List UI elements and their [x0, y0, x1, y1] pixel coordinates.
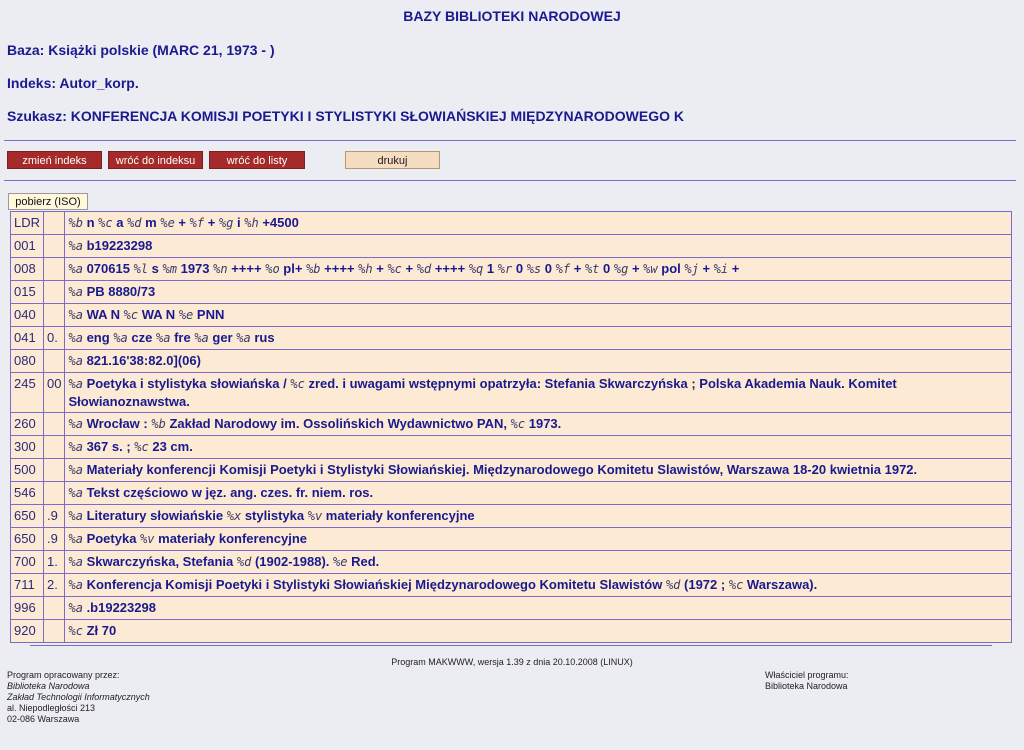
subfield-value: PNN	[196, 307, 225, 322]
divider	[4, 180, 1016, 181]
field-indicators: .9	[44, 505, 65, 528]
subfield-value: 1	[486, 261, 495, 276]
subfield-code: %a	[68, 509, 83, 523]
download-iso-button[interactable]: pobierz (ISO)	[8, 193, 88, 210]
subfield-value: stylistyka	[244, 508, 305, 523]
subfield-code: %t	[584, 262, 600, 276]
subfield-code: %a	[68, 578, 83, 592]
subfield-value: zred. i uwagami wstępnymi opatrzyła: Stefania Skwarczyńska ; Polska Akademia Nauk. Komitet Słowianoznawstwa.	[68, 376, 897, 409]
subfield-code: %c	[387, 262, 402, 276]
field-content	[65, 212, 1012, 235]
subfield-code: %a	[68, 463, 83, 477]
org-name: Biblioteka Narodowa	[7, 681, 90, 691]
subfield-value: WA N	[141, 307, 176, 322]
field-tag: 711	[11, 574, 44, 597]
subfield-value: +4500	[262, 215, 299, 230]
field-indicators	[44, 281, 65, 304]
field-tag: 650	[11, 505, 44, 528]
subfield-value: 0	[544, 261, 553, 276]
footer-author	[7, 670, 150, 725]
subfield-code: %a	[113, 331, 128, 345]
subfield-value: rus	[254, 330, 275, 345]
owner-name: Biblioteka Narodowa	[765, 681, 848, 691]
field-tag: 015	[11, 281, 44, 304]
field-indicators	[44, 413, 65, 436]
field-content	[65, 597, 1012, 620]
print-button[interactable]: drukuj	[345, 151, 440, 169]
subfield-code: %i	[713, 262, 729, 276]
table-row	[11, 235, 1012, 258]
subfield-value: 367 s. ;	[86, 439, 131, 454]
field-content	[65, 258, 1012, 281]
subfield-value: 0	[603, 261, 611, 276]
subfield-value: Materiały konferencji Komisji Poetyki i Stylistyki Słowiańskiej. Międzynarodowego Komitetu Slawistów, Warszawa 18-20 kwietnia 1972.	[86, 462, 918, 477]
subfield-value: Zakład Narodowy im. Ossolińskich Wydawnictwo PAN,	[169, 416, 508, 431]
subfield-code: %j	[684, 262, 699, 276]
subfield-value: ger	[212, 330, 233, 345]
field-content	[65, 620, 1012, 643]
subfield-value: +	[631, 261, 640, 276]
subfield-value: b19223298	[86, 238, 153, 253]
subfield-code: %a	[68, 331, 83, 345]
subfield-value: (1972 ;	[684, 577, 726, 592]
table-row	[11, 327, 1012, 350]
table-row	[11, 436, 1012, 459]
subfield-value: ++++	[434, 261, 466, 276]
subfield-value: 1973	[180, 261, 210, 276]
subfield-code: %d	[416, 262, 432, 276]
page-title: BAZY BIBLIOTEKI NARODOWEJ	[403, 8, 621, 24]
subfield-value: i	[237, 215, 241, 230]
subfield-code: %l	[133, 262, 149, 276]
subfield-code: %a	[236, 331, 251, 345]
subfield-code: %h	[244, 216, 259, 230]
subfield-code: %n	[213, 262, 228, 276]
field-tag: 700	[11, 551, 44, 574]
field-tag: 008	[11, 258, 44, 281]
field-indicators	[44, 620, 65, 643]
search-query: Szukasz: KONFERENCJA KOMISJI POETYKI I STYLISTYKI SŁOWIAŃSKIEJ MIĘDZYNARODOWEGO K	[7, 108, 684, 124]
city-address: 02-086 Warszawa	[7, 714, 80, 724]
subfield-value: Literatury słowiańskie	[86, 508, 224, 523]
table-row	[11, 212, 1012, 235]
subfield-value: 070615	[86, 261, 130, 276]
field-indicators	[44, 459, 65, 482]
field-tag: 996	[11, 597, 44, 620]
subfield-value: 1973.	[528, 416, 562, 431]
subfield-code: %b	[306, 262, 321, 276]
subfield-value: Zł 70	[86, 623, 117, 638]
subfield-value: eng	[86, 330, 110, 345]
subfield-value: materiały konferencyjne	[325, 508, 475, 523]
table-row	[11, 459, 1012, 482]
subfield-value: +	[702, 261, 711, 276]
subfield-value: Wrocław :	[86, 416, 148, 431]
subfield-code: %e	[178, 308, 194, 322]
subfield-value: m	[145, 215, 157, 230]
field-indicators	[44, 597, 65, 620]
subfield-code: %b	[151, 417, 166, 431]
subfield-code: %f	[555, 262, 571, 276]
subfield-code: %a	[68, 308, 83, 322]
field-content	[65, 436, 1012, 459]
subfield-value: .b19223298	[86, 600, 156, 615]
field-indicators	[44, 436, 65, 459]
subfield-code: %a	[194, 331, 209, 345]
subfield-value: PB 8880/73	[86, 284, 156, 299]
index-info: Indeks: Autor_korp.	[7, 75, 139, 91]
subfield-code: %c	[68, 624, 83, 638]
subfield-code: %c	[134, 440, 149, 454]
subfield-value: +	[376, 261, 384, 276]
field-tag: 650	[11, 528, 44, 551]
table-row	[11, 620, 1012, 643]
subfield-value: Warszawa).	[746, 577, 818, 592]
subfield-code: %a	[68, 601, 83, 615]
field-content	[65, 373, 1012, 413]
subfield-value: Poetyka i stylistyka słowiańska /	[86, 376, 287, 391]
field-content	[65, 528, 1012, 551]
subfield-value: 821.16'38:82.0](06)	[86, 353, 201, 368]
table-row	[11, 574, 1012, 597]
subfield-code: %e	[160, 216, 175, 230]
subfield-value: 23 cm.	[152, 439, 193, 454]
owner-label: Właściciel programu:	[765, 670, 849, 680]
field-tag: 500	[11, 459, 44, 482]
footer-owner	[765, 670, 849, 692]
subfield-value: WA N	[86, 307, 121, 322]
subfield-code: %c	[728, 578, 744, 592]
field-content	[65, 551, 1012, 574]
subfield-code: %c	[123, 308, 139, 322]
field-tag: 001	[11, 235, 44, 258]
subfield-code: %s	[526, 262, 542, 276]
field-indicators: .9	[44, 528, 65, 551]
field-content	[65, 350, 1012, 373]
subfield-code: %a	[68, 239, 83, 253]
subfield-value: a	[116, 215, 124, 230]
subfield-code: %r	[497, 262, 513, 276]
subfield-code: %b	[68, 216, 83, 230]
change-index-button[interactable]: zmień indeks	[7, 151, 102, 169]
subfield-code: %m	[162, 262, 177, 276]
table-row	[11, 350, 1012, 373]
field-indicators	[44, 304, 65, 327]
subfield-value: 0	[515, 261, 524, 276]
field-content	[65, 304, 1012, 327]
subfield-value: pol	[661, 261, 681, 276]
divider	[30, 645, 992, 646]
field-tag: 245	[11, 373, 44, 413]
subfield-code: %a	[68, 417, 83, 431]
subfield-code: %g	[613, 262, 629, 276]
prepared-by-label: Program opracowany przez:	[7, 670, 120, 680]
department: Zakład Technologii Informatycznych	[7, 692, 150, 702]
subfield-value: Red.	[351, 554, 380, 569]
field-content	[65, 235, 1012, 258]
table-row	[11, 505, 1012, 528]
table-row	[11, 281, 1012, 304]
field-content	[65, 281, 1012, 304]
table-row	[11, 482, 1012, 505]
table-row	[11, 528, 1012, 551]
field-indicators: 00	[44, 373, 65, 413]
marc-record-table	[10, 211, 1012, 643]
subfield-code: %q	[468, 262, 484, 276]
field-tag: 546	[11, 482, 44, 505]
table-row	[11, 413, 1012, 436]
subfield-value: Skwarczyńska, Stefania	[86, 554, 234, 569]
subfield-value: Poetyka	[86, 531, 137, 546]
field-indicators: 2.	[44, 574, 65, 597]
subfield-code: %e	[333, 555, 348, 569]
subfield-code: %a	[68, 440, 83, 454]
field-tag: LDR	[11, 212, 44, 235]
field-content	[65, 459, 1012, 482]
table-row	[11, 597, 1012, 620]
table-row	[11, 304, 1012, 327]
subfield-code: %a	[68, 262, 83, 276]
field-indicators	[44, 482, 65, 505]
street-address: al. Niepodległości 213	[7, 703, 96, 713]
field-content	[65, 413, 1012, 436]
divider	[4, 140, 1016, 141]
subfield-value: +	[405, 261, 414, 276]
table-row	[11, 551, 1012, 574]
subfield-code: %v	[307, 509, 323, 523]
subfield-code: %h	[358, 262, 373, 276]
back-to-list-button[interactable]: wróć do listy	[209, 151, 305, 169]
field-indicators	[44, 350, 65, 373]
subfield-code: %d	[127, 216, 142, 230]
subfield-value: Tekst częściowo w jęz. ang. czes. fr. niem. ros.	[86, 485, 374, 500]
field-content	[65, 482, 1012, 505]
subfield-value: cze	[131, 330, 153, 345]
field-indicators	[44, 258, 65, 281]
subfield-value: s	[151, 261, 159, 276]
subfield-code: %g	[218, 216, 234, 230]
field-content	[65, 327, 1012, 350]
subfield-value: ++++	[324, 261, 355, 276]
subfield-value: Konferencja Komisji Poetyki i Stylistyki Słowiańskiej Międzynarodowego Komitetu Slawistów	[86, 577, 663, 592]
field-tag: 080	[11, 350, 44, 373]
field-indicators: 1.	[44, 551, 65, 574]
program-version: Program MAKWWW, wersja 1.39 z dnia 20.10.2008 (LINUX)	[391, 657, 633, 667]
field-tag: 920	[11, 620, 44, 643]
subfield-value: materiały konferencyjne	[158, 531, 307, 546]
subfield-value: (1902-1988).	[254, 554, 330, 569]
subfield-value: +	[178, 215, 187, 230]
field-content	[65, 505, 1012, 528]
subfield-code: %a	[68, 555, 83, 569]
field-tag: 040	[11, 304, 44, 327]
field-indicators	[44, 235, 65, 258]
subfield-code: %c	[98, 216, 113, 230]
subfield-code: %d	[665, 578, 681, 592]
subfield-code: %v	[140, 532, 155, 546]
subfield-code: %w	[643, 262, 658, 276]
subfield-code: %f	[189, 216, 205, 230]
back-to-index-button[interactable]: wróć do indeksu	[108, 151, 203, 169]
subfield-value: +	[731, 261, 740, 276]
table-row	[11, 258, 1012, 281]
subfield-code: %d	[236, 555, 252, 569]
table-row	[11, 373, 1012, 413]
subfield-value: +	[207, 215, 216, 230]
subfield-code: %a	[68, 285, 83, 299]
subfield-value: ++++	[231, 261, 262, 276]
subfield-value: pl+	[283, 261, 303, 276]
field-indicators	[44, 212, 65, 235]
field-indicators: 0.	[44, 327, 65, 350]
subfield-code: %c	[290, 377, 305, 391]
subfield-code: %a	[68, 354, 83, 368]
subfield-value: fre	[174, 330, 191, 345]
field-content	[65, 574, 1012, 597]
subfield-code: %a	[68, 486, 83, 500]
subfield-code: %x	[226, 509, 242, 523]
field-tag: 260	[11, 413, 44, 436]
subfield-code: %c	[510, 417, 526, 431]
field-tag: 300	[11, 436, 44, 459]
subfield-code: %o	[265, 262, 280, 276]
subfield-code: %a	[155, 331, 171, 345]
field-tag: 041	[11, 327, 44, 350]
subfield-code: %a	[68, 532, 83, 546]
database-info: Baza: Książki polskie (MARC 21, 1973 - )	[7, 42, 275, 58]
subfield-value: n	[86, 215, 95, 230]
subfield-value: +	[573, 261, 582, 276]
subfield-code: %a	[68, 377, 83, 391]
